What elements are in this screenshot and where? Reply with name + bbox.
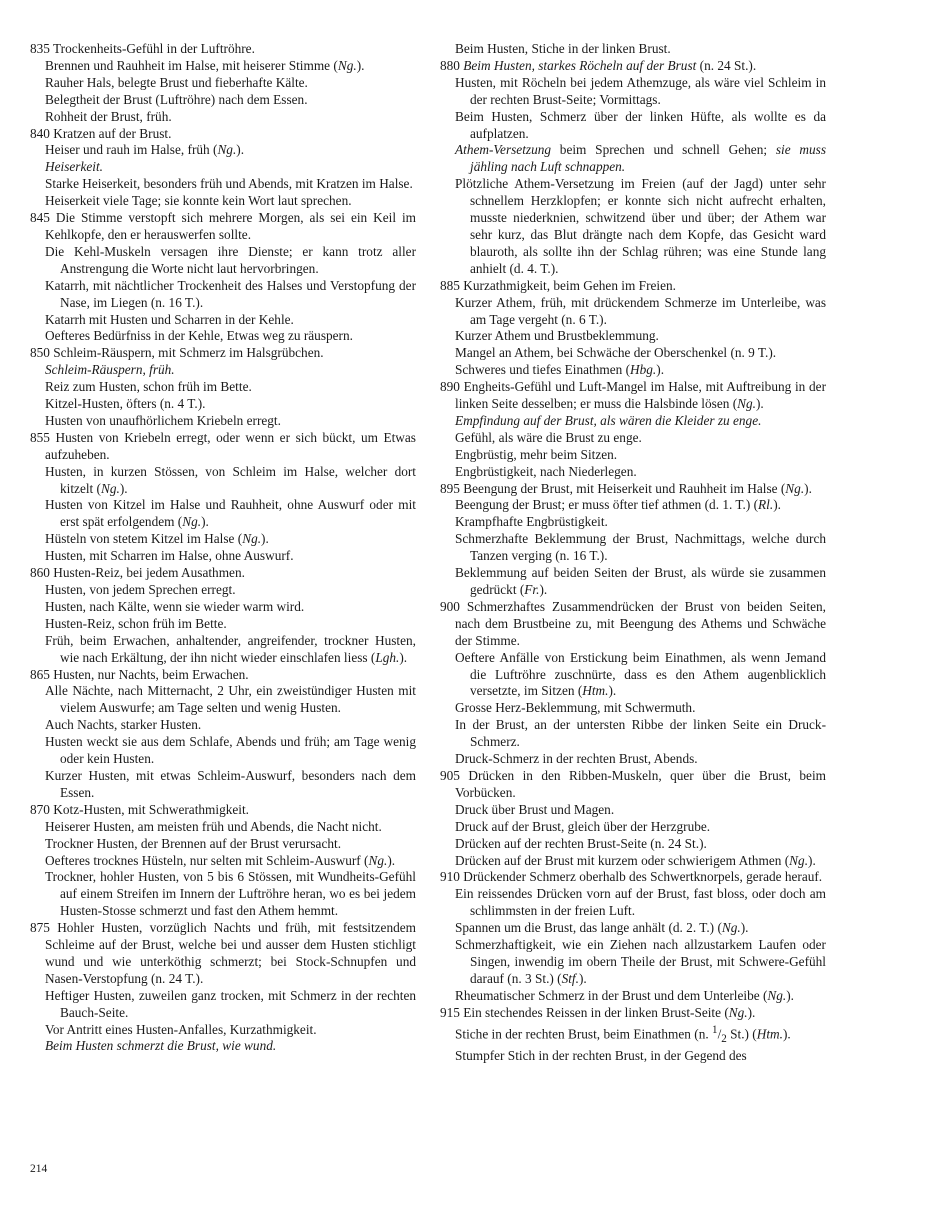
symptom-entry: Beim Husten, Schmerz über der linken Hüfte, als wollte es da aufplatzen. xyxy=(455,108,826,141)
symptom-entry: Hüsteln von stetem Kitzel im Halse (Ng.). xyxy=(45,531,269,547)
left-column xyxy=(30,41,416,1055)
symptom-entry: Kitzel-Husten, öfters (n. 4 T.). xyxy=(45,396,206,412)
symptom-entry: Engbrüstigkeit, nach Niederlegen. xyxy=(455,463,637,479)
symptom-entry: Druck-Schmerz in der rechten Brust, Abends. xyxy=(455,751,698,767)
symptom-entry: Beklemmung auf beiden Seiten der Brust, als würde sie zusammen gedrückt (Fr.). xyxy=(455,565,826,597)
symptom-entry: Husten von unaufhörlichem Kriebeln erregt. xyxy=(45,412,281,428)
numbered-symptom-entry: 835 Trockenheits-Gefühl in der Luftröhre. xyxy=(30,41,255,56)
numbered-symptom-entry: 895 Beengung der Brust, mit Heiserkeit und Rauhheit im Halse (Ng.). xyxy=(440,480,812,496)
symptom-entry: Kurzer Athem und Brustbeklemmung. xyxy=(455,328,659,344)
symptom-entry: Schmerzhaftigkeit, wie ein Ziehen nach allzustarkem Laufen oder Singen, inwendig im obern Theile der Brust, mit Schwere-Gefühl darauf (n. 3 St.) (Stf.). xyxy=(455,937,826,986)
numbered-symptom-entry: 880 Beim Husten, starkes Röcheln auf der Brust (n. 24 St.). xyxy=(440,57,757,73)
symptom-entry: Oefteres Bedürfniss in der Kehle, Etwas weg zu räuspern. xyxy=(45,328,353,344)
symptom-entry: Schmerzhafte Beklemmung der Brust, Nachmittags, welche durch Tanzen verging (n. 16 T.). xyxy=(455,531,826,564)
symptom-entry: Brennen und Rauhheit im Halse, mit heiserer Stimme (Ng.). xyxy=(45,57,365,73)
symptom-entry: Kurzer Husten, mit etwas Schleim-Auswurf, besonders nach dem Essen. xyxy=(45,767,416,800)
symptom-entry: Spannen um die Brust, das lange anhält (d. 2. T.) (Ng.). xyxy=(455,920,749,936)
numbered-symptom-entry: 915 Ein stechendes Reissen in der linken Brust-Seite (Ng.). xyxy=(440,1004,756,1020)
numbered-symptom-entry: 860 Husten-Reiz, bei jedem Ausathmen. xyxy=(30,565,245,581)
symptom-entry: Trockner Husten, der Brennen auf der Brust verursacht. xyxy=(45,835,342,851)
symptom-entry: Heftiger Husten, zuweilen ganz trocken, mit Schmerz in der rechten Bauch-Seite. xyxy=(45,987,416,1020)
symptom-entry: Stiche in der rechten Brust, beim Einathmen (n. $^1/_2$ St.) (Htm.). xyxy=(455,1023,791,1045)
symptom-entry: Drücken auf der Brust mit kurzem oder schwierigem Athmen (Ng.). xyxy=(455,852,816,868)
symptom-entry: Rheumatischer Schmerz in der Brust und dem Unterleibe (Ng.). xyxy=(455,987,794,1003)
symptom-entry: Husten, nach Kälte, wenn sie wieder warm wird. xyxy=(45,598,305,614)
symptom-entry: Gefühl, als wäre die Brust zu enge. xyxy=(455,429,642,445)
symptom-entry: Auch Nachts, starker Husten. xyxy=(45,717,202,733)
symptom-entry: Husten-Reiz, schon früh im Bette. xyxy=(45,615,227,631)
symptom-entry: Rohheit der Brust, früh. xyxy=(45,108,172,124)
numbered-symptom-entry: 875 Hohler Husten, vorzüglich Nachts und früh, mit festsitzendem Schleime auf der Brust, welche bei und ausser dem Husten stichligt wund und wie unterköthig schmerzt; bei Stock-Schnupfen und Nasen-Verstopfung (n. 24 T.). xyxy=(30,920,416,986)
symptom-entry: Belegtheit der Brust (Luftröhre) nach dem Essen. xyxy=(45,91,308,107)
symptom-entry: Katarrh mit Husten und Scharren in der Kehle. xyxy=(45,311,294,327)
symptom-entry: Druck über Brust und Magen. xyxy=(455,801,615,817)
symptom-entry: Husten von Kitzel im Halse und Rauhheit, ohne Auswurf oder mit erst spät erfolgendem (Ng.). xyxy=(45,497,416,530)
symptom-entry: Husten, von jedem Sprechen erregt. xyxy=(45,582,236,597)
symptom-entry: Früh, beim Erwachen, anhaltender, angreifender, trockner Husten, wie nach Erkältung, der ihn nicht wieder einschlafen liess (Lgh.). xyxy=(45,632,416,665)
page-number: 214 xyxy=(30,1163,48,1175)
symptom-entry: Trockner, hohler Husten, von 5 bis 6 Stössen, mit Wundheits-Gefühl auf einem Streifen im Innern der Luftröhre heran, wo es bei jedem Husten-Stosse schmerzt und fast den Athem hemmt. xyxy=(45,869,416,919)
symptom-entry: Katarrh, mit nächtlicher Trockenheit des Halses und Verstopfung der Nase, im Liegen (n. 16 T.). xyxy=(45,277,416,310)
symptom-entry: Plötzliche Athem-Versetzung im Freien (auf der Jagd) unter sehr schnellem Herzklopfen; er konnte sich nicht aufrecht erhalten, musste niederknien, schwitzend über und über; der Athem war sehr kurz, das Blut drängte nach dem Kopfe, das Gesicht ward blauroth, als sollte ihn der Schlag rühren; was eine Stunde lang anhielt (d. 4. T.). xyxy=(455,176,826,276)
symptom-entry: Oefteres trocknes Hüsteln, nur selten mit Schleim-Auswurf (Ng.). xyxy=(45,852,396,868)
symptom-entry: Heiserkeit. xyxy=(45,159,103,175)
symptom-entry: Schleim-Räuspern, früh. xyxy=(45,362,175,378)
numbered-symptom-entry: 885 Kurzathmigkeit, beim Gehen im Freien. xyxy=(440,277,676,293)
symptom-entry: In der Brust, an der untersten Ribbe der linken Seite ein Druck-Schmerz. xyxy=(455,717,826,750)
symptom-entry: Vor Antritt eines Husten-Anfalles, Kurzathmigkeit. xyxy=(45,1021,317,1037)
symptom-entry: Beim Husten schmerzt die Brust, wie wund. xyxy=(45,1038,277,1054)
symptom-entry: Oeftere Anfälle von Erstickung beim Einathmen, als wenn Jemand die Luftröhre zuschnürte, dass es den Athem augenblicklich versetzte, im Sitzen (Htm.). xyxy=(455,649,826,699)
numbered-symptom-entry: 845 Die Stimme verstopft sich mehrere Morgen, als sei ein Keil im Kehlkopfe, den er herauswerfen sollte. xyxy=(30,210,416,242)
symptom-entry: Ein reissendes Drücken vorn auf der Brust, fast bloss, oder doch am schlimmsten in der freien Luft. xyxy=(455,886,826,919)
symptom-entry: Stumpfer Stich in der rechten Brust, in der Gegend des xyxy=(455,1047,747,1063)
numbered-symptom-entry: 910 Drückender Schmerz oberhalb des Schwertknorpels, gerade herauf. xyxy=(440,869,823,885)
numbered-symptom-entry: 900 Schmerzhaftes Zusammendrücken der Brust von beiden Seiten, nach dem Brustbeine zu, mit Beengung des Athems und Schwäche der Stimme. xyxy=(440,598,826,648)
numbered-symptom-entry: 865 Husten, nur Nachts, beim Erwachen. xyxy=(30,666,249,682)
symptom-entry: Heiserer Husten, am meisten früh und Abends, die Nacht nicht. xyxy=(45,818,382,834)
numbered-symptom-entry: 905 Drücken in den Ribben-Muskeln, quer über die Brust, beim Vorbücken. xyxy=(440,767,826,800)
symptom-entry: Krampfhafte Engbrüstigkeit. xyxy=(455,514,608,530)
symptom-entry: Mangel an Athem, bei Schwäche der Oberschenkel (n. 9 T.). xyxy=(455,345,777,361)
symptom-entry: Die Kehl-Muskeln versagen ihre Dienste; er kann trotz aller Anstrengung die Worte nicht laut hervorbringen. xyxy=(45,243,416,276)
symptom-entry: Druck auf der Brust, gleich über der Herzgrube. xyxy=(455,818,711,834)
symptom-entry: Schweres und tiefes Einathmen (Hbg.). xyxy=(455,362,665,378)
numbered-symptom-entry: 890 Engheits-Gefühl und Luft-Mangel im Halse, mit Auftreibung in der linken Seite desselben; er muss die Halsbinde lösen (Ng.). xyxy=(440,379,826,412)
symptom-entry: Drücken auf der rechten Brust-Seite (n. 24 St.). xyxy=(455,835,707,851)
right-column xyxy=(440,41,826,1064)
symptom-entry: Husten, in kurzen Stössen, von Schleim im Halse, welcher dort kitzelt (Ng.). xyxy=(45,463,416,496)
symptom-entry: Heiserkeit viele Tage; sie konnte kein Wort laut sprechen. xyxy=(45,193,352,209)
symptom-entry: Empfindung auf der Brust, als wären die Kleider zu enge. xyxy=(455,412,762,428)
symptom-entry: Beengung der Brust; er muss öfter tief athmen (d. 1. T.) (Rl.). xyxy=(455,497,781,513)
symptom-entry: Rauher Hals, belegte Brust und fieberhafte Kälte. xyxy=(45,74,308,90)
symptom-entry: Athem-Versetzung beim Sprechen und schnell Gehen; sie muss jähling nach Luft schnappen. xyxy=(455,142,826,175)
symptom-entry: Starke Heiserkeit, besonders früh und Abends, mit Kratzen im Halse. xyxy=(45,176,413,192)
numbered-symptom-entry: 870 Kotz-Husten, mit Schwerathmigkeit. xyxy=(30,801,249,817)
symptom-entry: Husten weckt sie aus dem Schlafe, Abends und früh; am Tage wenig oder kein Husten. xyxy=(45,734,416,767)
symptom-entry: Beim Husten, Stiche in der linken Brust. xyxy=(455,41,671,56)
symptom-entry: Husten, mit Röcheln bei jedem Athemzuge, als wäre viel Schleim in der rechten Brust-Seite; Vormittags. xyxy=(455,74,826,107)
symptom-entry: Engbrüstig, mehr beim Sitzen. xyxy=(455,446,618,462)
numbered-symptom-entry: 840 Kratzen auf der Brust. xyxy=(30,125,172,141)
numbered-symptom-entry: 855 Husten von Kriebeln erregt, oder wenn er sich bückt, um Etwas aufzuheben. xyxy=(30,429,416,462)
symptom-entry: Husten, mit Scharren im Halse, ohne Auswurf. xyxy=(45,548,294,564)
symptom-entry: Kurzer Athem, früh, mit drückendem Schmerze im Unterleibe, was am Tage vergeht (n. 6 T.). xyxy=(455,294,826,327)
symptom-entry: Reiz zum Husten, schon früh im Bette. xyxy=(45,379,252,395)
symptom-entry: Heiser und rauh im Halse, früh (Ng.). xyxy=(45,142,245,158)
symptom-entry: Grosse Herz-Beklemmung, mit Schwermuth. xyxy=(455,700,696,716)
numbered-symptom-entry: 850 Schleim-Räuspern, mit Schmerz im Halsgrübchen. xyxy=(30,345,324,361)
symptom-entry: Alle Nächte, nach Mitternacht, 2 Uhr, ein zweistündiger Husten mit vielem Auswurfe; am Tage selten und wenig Husten. xyxy=(45,683,416,716)
